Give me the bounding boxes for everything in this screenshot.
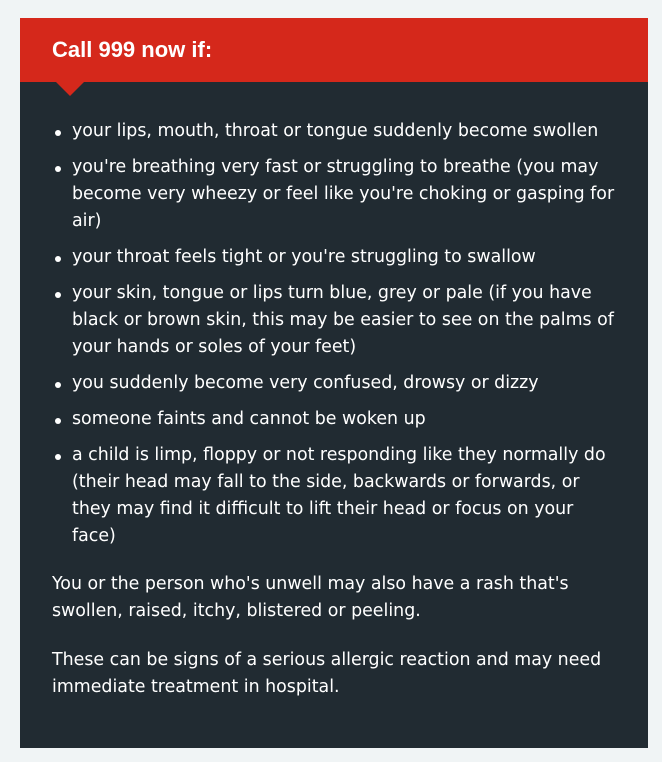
symptom-item-breathing: you're breathing very fast or struggling to breathe (you may become very wheezy or feel like you're choking or gasping for air) [52, 154, 616, 235]
symptom-item-throat: your throat feels tight or you're struggling to swallow [52, 244, 616, 271]
symptom-item-confusion: you suddenly become very confused, drowsy or dizzy [52, 370, 616, 397]
symptom-item-skin-colour: your skin, tongue or lips turn blue, grey or pale (if you have black or brown skin, this may be easier to see on the palms of your hands or soles of your feet) [52, 280, 616, 361]
rash-paragraph: You or the person who's unwell may also have a rash that's swollen, raised, itchy, blistered or peeling. [52, 574, 569, 621]
emergency-care-card [20, 18, 648, 748]
symptom-item-fainting: someone faints and cannot be woken up [52, 406, 616, 433]
card-heading: Call 999 now if: [52, 37, 213, 62]
card-content [20, 82, 648, 701]
card-heading-bar [20, 18, 648, 82]
symptom-list [52, 118, 616, 550]
allergic-reaction-paragraph: These can be signs of a serious allergic reaction and may need immediate treatment in hospital. [52, 650, 602, 697]
symptom-item-swelling: your lips, mouth, throat or tongue suddenly become swollen [52, 118, 616, 145]
symptom-item-child-limp: a child is limp, floppy or not responding like they normally do (their head may fall to the side, backwards or forwards, or they may find it difficult to lift their head or focus on your face) [52, 442, 616, 550]
